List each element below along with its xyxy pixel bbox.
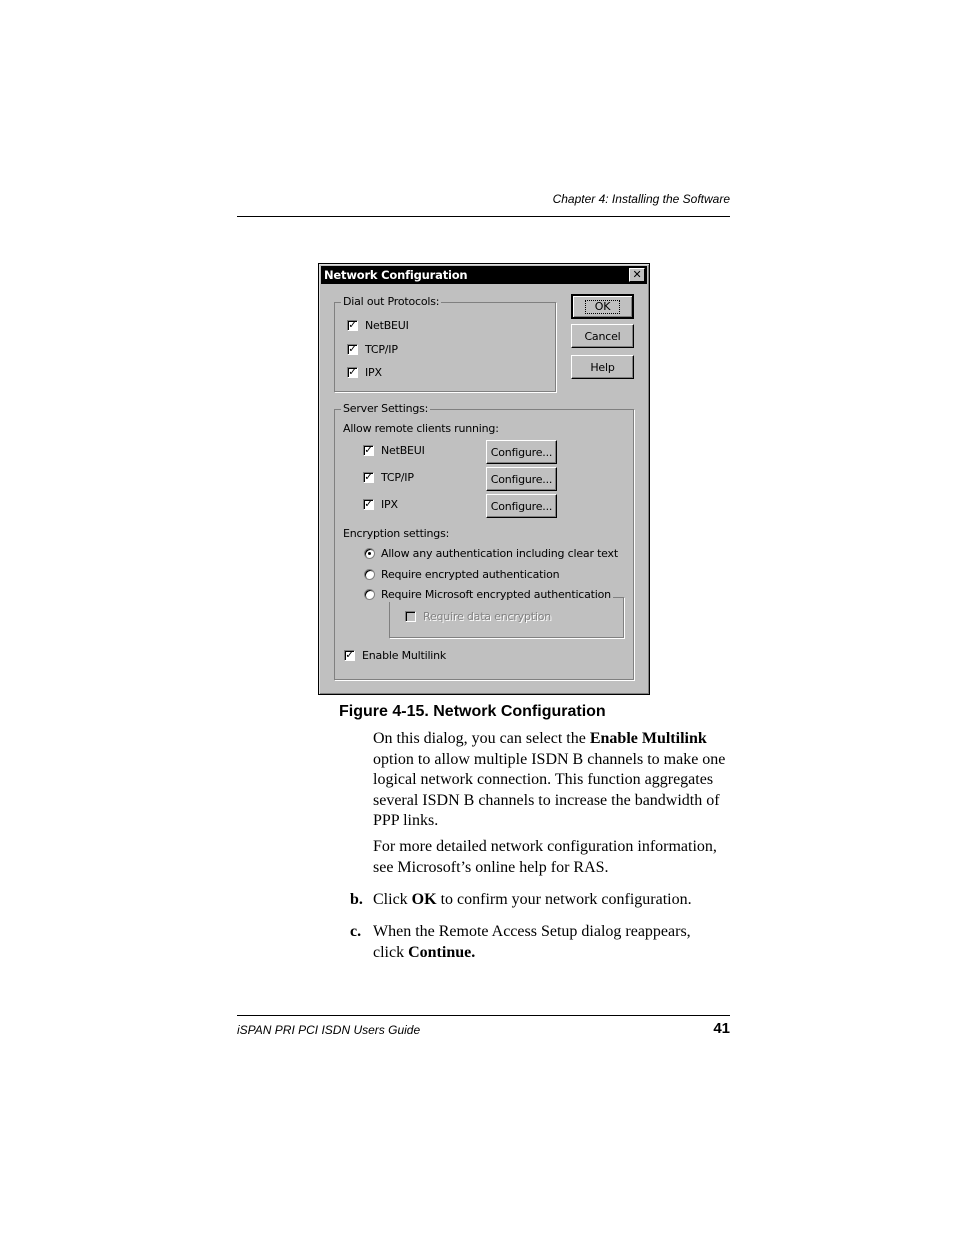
step-c-text (373, 922, 723, 963)
step-b-text (373, 890, 733, 911)
configure-tcpip-button[interactable]: Configure... (486, 467, 557, 491)
require-encrypted-auth-radio[interactable] (364, 569, 375, 580)
dialout-ipx-checkbox[interactable]: ✓ (348, 367, 357, 378)
server-netbeui-checkbox[interactable]: ✓ (364, 445, 373, 456)
allow-remote-clients-label: Allow remote clients running: (343, 422, 499, 435)
step-c-marker: c. (350, 923, 362, 940)
ok-button[interactable] (571, 294, 634, 319)
running-header: Chapter 4: Installing the Software (552, 192, 730, 206)
server-settings-label: Server Settings: (343, 402, 429, 415)
dialout-netbeui-label: NetBEUI (365, 319, 409, 332)
network-configuration-dialog (318, 263, 650, 695)
para1-text-a: On this dialog, you can select the (373, 730, 590, 747)
allow-any-auth-radio[interactable] (364, 548, 375, 559)
encryption-settings-label: Encryption settings: (343, 527, 450, 540)
footer-title: iSPAN PRI PCI ISDN Users Guide (237, 1023, 421, 1037)
require-data-encryption-checkbox (405, 611, 416, 622)
step-c-text-a: When the Remote Access Setup dialog reappears, click (373, 923, 691, 961)
dialout-tcpip-checkbox[interactable]: ✓ (348, 344, 357, 355)
server-ipx-label: IPX (381, 498, 398, 511)
ok-button-label: OK (585, 300, 620, 314)
dialog-titlebar (321, 266, 647, 284)
server-settings-group (334, 409, 634, 680)
paragraph-multilink (373, 729, 733, 832)
server-ipx-checkbox[interactable]: ✓ (364, 499, 373, 510)
step-b-marker: b. (350, 891, 363, 908)
para1-bold: Enable Multilink (589, 730, 707, 747)
require-ms-encrypted-auth-label: Require Microsoft encrypted authentication (381, 588, 611, 601)
server-tcpip-checkbox[interactable]: ✓ (364, 472, 373, 483)
cancel-button[interactable]: Cancel (571, 324, 634, 348)
step-b-text-a: Click (373, 891, 412, 908)
page-number: 41 (713, 1020, 730, 1037)
enable-multilink-label: Enable Multilink (362, 649, 447, 662)
close-icon[interactable]: ✕ (629, 268, 645, 282)
dial-out-protocols-label: Dial out Protocols: (343, 295, 440, 308)
dialog-title: Network Configuration (324, 268, 468, 282)
server-netbeui-label: NetBEUI (381, 444, 425, 457)
paragraph-more-info: For more detailed network configuration information, see Microsoft’s online help for RAS. (373, 838, 717, 876)
header-rule (237, 216, 730, 217)
para1-text-b: option to allow multiple ISDN B channels to make one logical network connection. This function aggregates several ISDN B channels to increase the bandwidth of PPP links. (373, 750, 726, 829)
enable-multilink-checkbox[interactable]: ✓ (345, 650, 354, 661)
dialout-netbeui-checkbox[interactable]: ✓ (348, 320, 357, 331)
step-c-bold: Continue. (408, 943, 476, 961)
configure-netbeui-button[interactable]: Configure... (486, 440, 557, 464)
help-button[interactable]: Help (571, 355, 634, 379)
require-data-encryption-label: Require data encryption (423, 610, 552, 623)
figure-caption: Figure 4-15. Network Configuration (339, 703, 606, 720)
require-encrypted-auth-label: Require encrypted authentication (381, 568, 560, 581)
server-tcpip-label: TCP/IP (381, 471, 414, 484)
configure-ipx-button[interactable]: Configure... (486, 494, 557, 518)
allow-any-auth-label: Allow any authentication including clear text (381, 547, 618, 560)
step-b-text-b: to confirm your network configuration. (436, 891, 692, 908)
step-b-bold: OK (411, 891, 437, 908)
dialout-tcpip-label: TCP/IP (365, 343, 398, 356)
footer-rule (237, 1015, 730, 1016)
require-ms-encrypted-auth-radio[interactable] (364, 589, 375, 600)
dialout-ipx-label: IPX (365, 366, 382, 379)
